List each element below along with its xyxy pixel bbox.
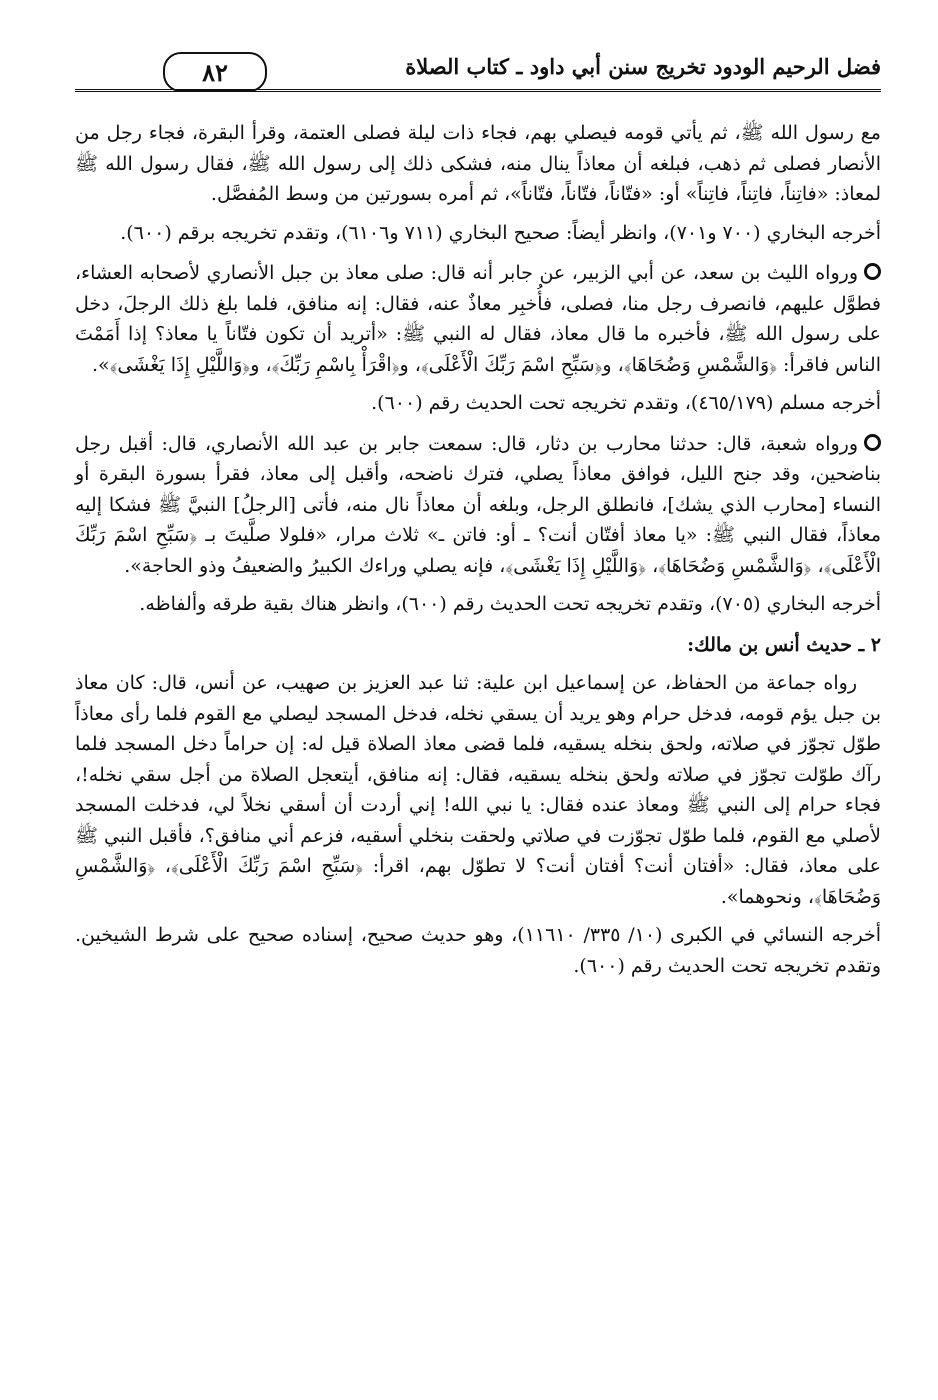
- section-heading: ٢ ـ حديث أنس بن مالك:: [687, 633, 881, 656]
- paragraph-text: ورواه شعبة، قال: حدثنا محارب بن دثار، قال: سمعت جابر بن عبد الله الأنصاري، قال: أقبل رجل بناضحين، وقد جنح الليل، فوافق معاذاً يصلي، فترك ناضحه، وأقبل إلى معاذ، فقرأ بسورة البقرة أو النساء [محارب الذي يشك]، فانطلق الرجل، وبلغه أن معاذاً نال منه، فأتى [الرجلُ] النبيَّ ﷺ فشكا إليه معاذاً، فقال النبي ﷺ: «يا معاذ أفتّان أنت؟ ـ أو: فاتن ـ» ثلاث مرار، «فلولا صلَّيتَ بـ ﴿سَبِّحِ اسْمَ رَبِّكَ الْأَعْلَى﴾، ﴿وَالشَّمْسِ وَضُحَاهَا﴾، ﴿وَاللَّيْلِ إِذَا يَغْشَى﴾، فإنه يصلي وراءك الكبيرُ والضعيفُ وذو الحاجة».: [75, 432, 881, 577]
- page-body: [75, 118, 881, 991]
- paragraph-riwaya-shuba: [75, 429, 881, 582]
- paragraph-hadith-text: مع رسول الله ﷺ، ثم يأتي قومه فيصلي بهم، فجاء ذات ليلة فصلى العتمة، وقرأ البقرة، فجاء رجل من الأنصار فصلى ثم ذهب، فبلغه أن معاذاً ينال منه، فشكى ذلك إلى رسول الله ﷺ، فقال رسول الله ﷺ لمعاذ: «فاتِناً، فاتِناً، فاتِناً» أو: «فتّاناً، فتّاناً، فتّاناً»، ثم أمره بسورتين من وسط المُفصَّل.: [75, 122, 881, 205]
- page-number-badge: [163, 52, 263, 88]
- paragraph-text: ورواه الليث بن سعد، عن أبي الزبير، عن جابر أنه قال: صلى معاذ بن جبل الأنصاري لأصحابه العشاء، فطوَّل عليهم، فانصرف رجل منا، فصلى، فأُخبِر معاذٌ عنه، فقال: إنه منافق، فلما بلغ ذلك الرجلَ، دخل على رسول الله ﷺ، فأخبره ما قال معاذ، فقال له النبي ﷺ: «أتريد أن تكون فتّاناً يا معاذ؟ إذا أَمَمْتَ الناس فاقرأ: ﴿وَالشَّمْسِ وَضُحَاهَا﴾، و﴿سَبِّحِ اسْمَ رَبِّكَ الْأَعْلَى﴾، و﴿اقْرَأْ بِاسْمِ رَبِّكَ﴾، و﴿وَاللَّيْلِ إِذَا يَغْشَى﴾».: [75, 262, 881, 376]
- bullet-icon: [864, 434, 881, 451]
- page-number: ٨٢: [163, 52, 267, 92]
- paragraph-anas-hadith: رواه جماعة من الحفاظ، عن إسماعيل ابن علية: ثنا عبد العزيز بن صهيب، عن أنس، قال: كان معاذ بن جبل يؤم قومه، فدخل حرام وهو يريد أن يسقي نخله، فدخل المسجد ليصلي مع القوم فلما رأى معاذاً طوّل تجوّز في صلاته، ولحق بنخله يسقيه، فلما قضى معاذ الصلاة قيل له: إن حراماً دخل المسجد فلما رآك طوّلت تجوّز في صلاته ولحق بنخله يسقيه، فقال: إنه منافق، أيتعجل الصلاة من أجل سقي نخله!، فجاء حرام إلى النبي ﷺ ومعاذ عنده فقال: يا نبي الله! إني أردت أن أسقي نخلاً لي، فدخلت المسجد لأصلي مع القوم، فلما طوّل تجوّزت في صلاتي ولحقت بنخلي أسقيه، فزعم أني منافق؟، فأقبل النبي ﷺ على معاذ، فقال: «أفتان أنت؟ أفتان أنت؟ لا تطوّل بهم، اقرأ: ﴿سَبِّحِ اسْمَ رَبِّكَ الْأَعْلَى﴾، ﴿وَالشَّمْسِ وَضُحَاهَا﴾، ونحوهما».: [75, 672, 881, 908]
- bullet-icon: [864, 263, 881, 280]
- header-title: فضل الرحيم الودود تخريج سنن أبي داود ـ كتاب الصلاة: [405, 54, 881, 79]
- running-header: [75, 50, 881, 100]
- paragraph-source: أخرجه البخاري (٧٠٥)، وتقدم تخريجه تحت الحديث رقم (٦٠٠)، وانظر هناك بقية طرقه وألفاظه.: [139, 593, 881, 615]
- header-rule: [75, 89, 881, 92]
- paragraph-riwaya-layth: [75, 258, 881, 380]
- paragraph-source: أخرجه النسائي في الكبرى (١٠/ ٣٣٥/ ١١٦١٠)، وهو حديث صحيح، إسناده صحيح على شرط الشيخين. وتقدم تخريجه تحت الحديث رقم (٦٠٠).: [75, 924, 881, 977]
- paragraph-source: أخرجه مسلم (٤٦٥/١٧٩)، وتقدم تخريجه تحت الحديث رقم (٦٠٠).: [371, 392, 881, 414]
- paragraph-source: أخرجه البخاري (٧٠٠ و٧٠١)، وانظر أيضاً: صحيح البخاري (٧١١ و٦١٠٦)، وتقدم تخريجه برقم (٦٠٠).: [120, 221, 881, 244]
